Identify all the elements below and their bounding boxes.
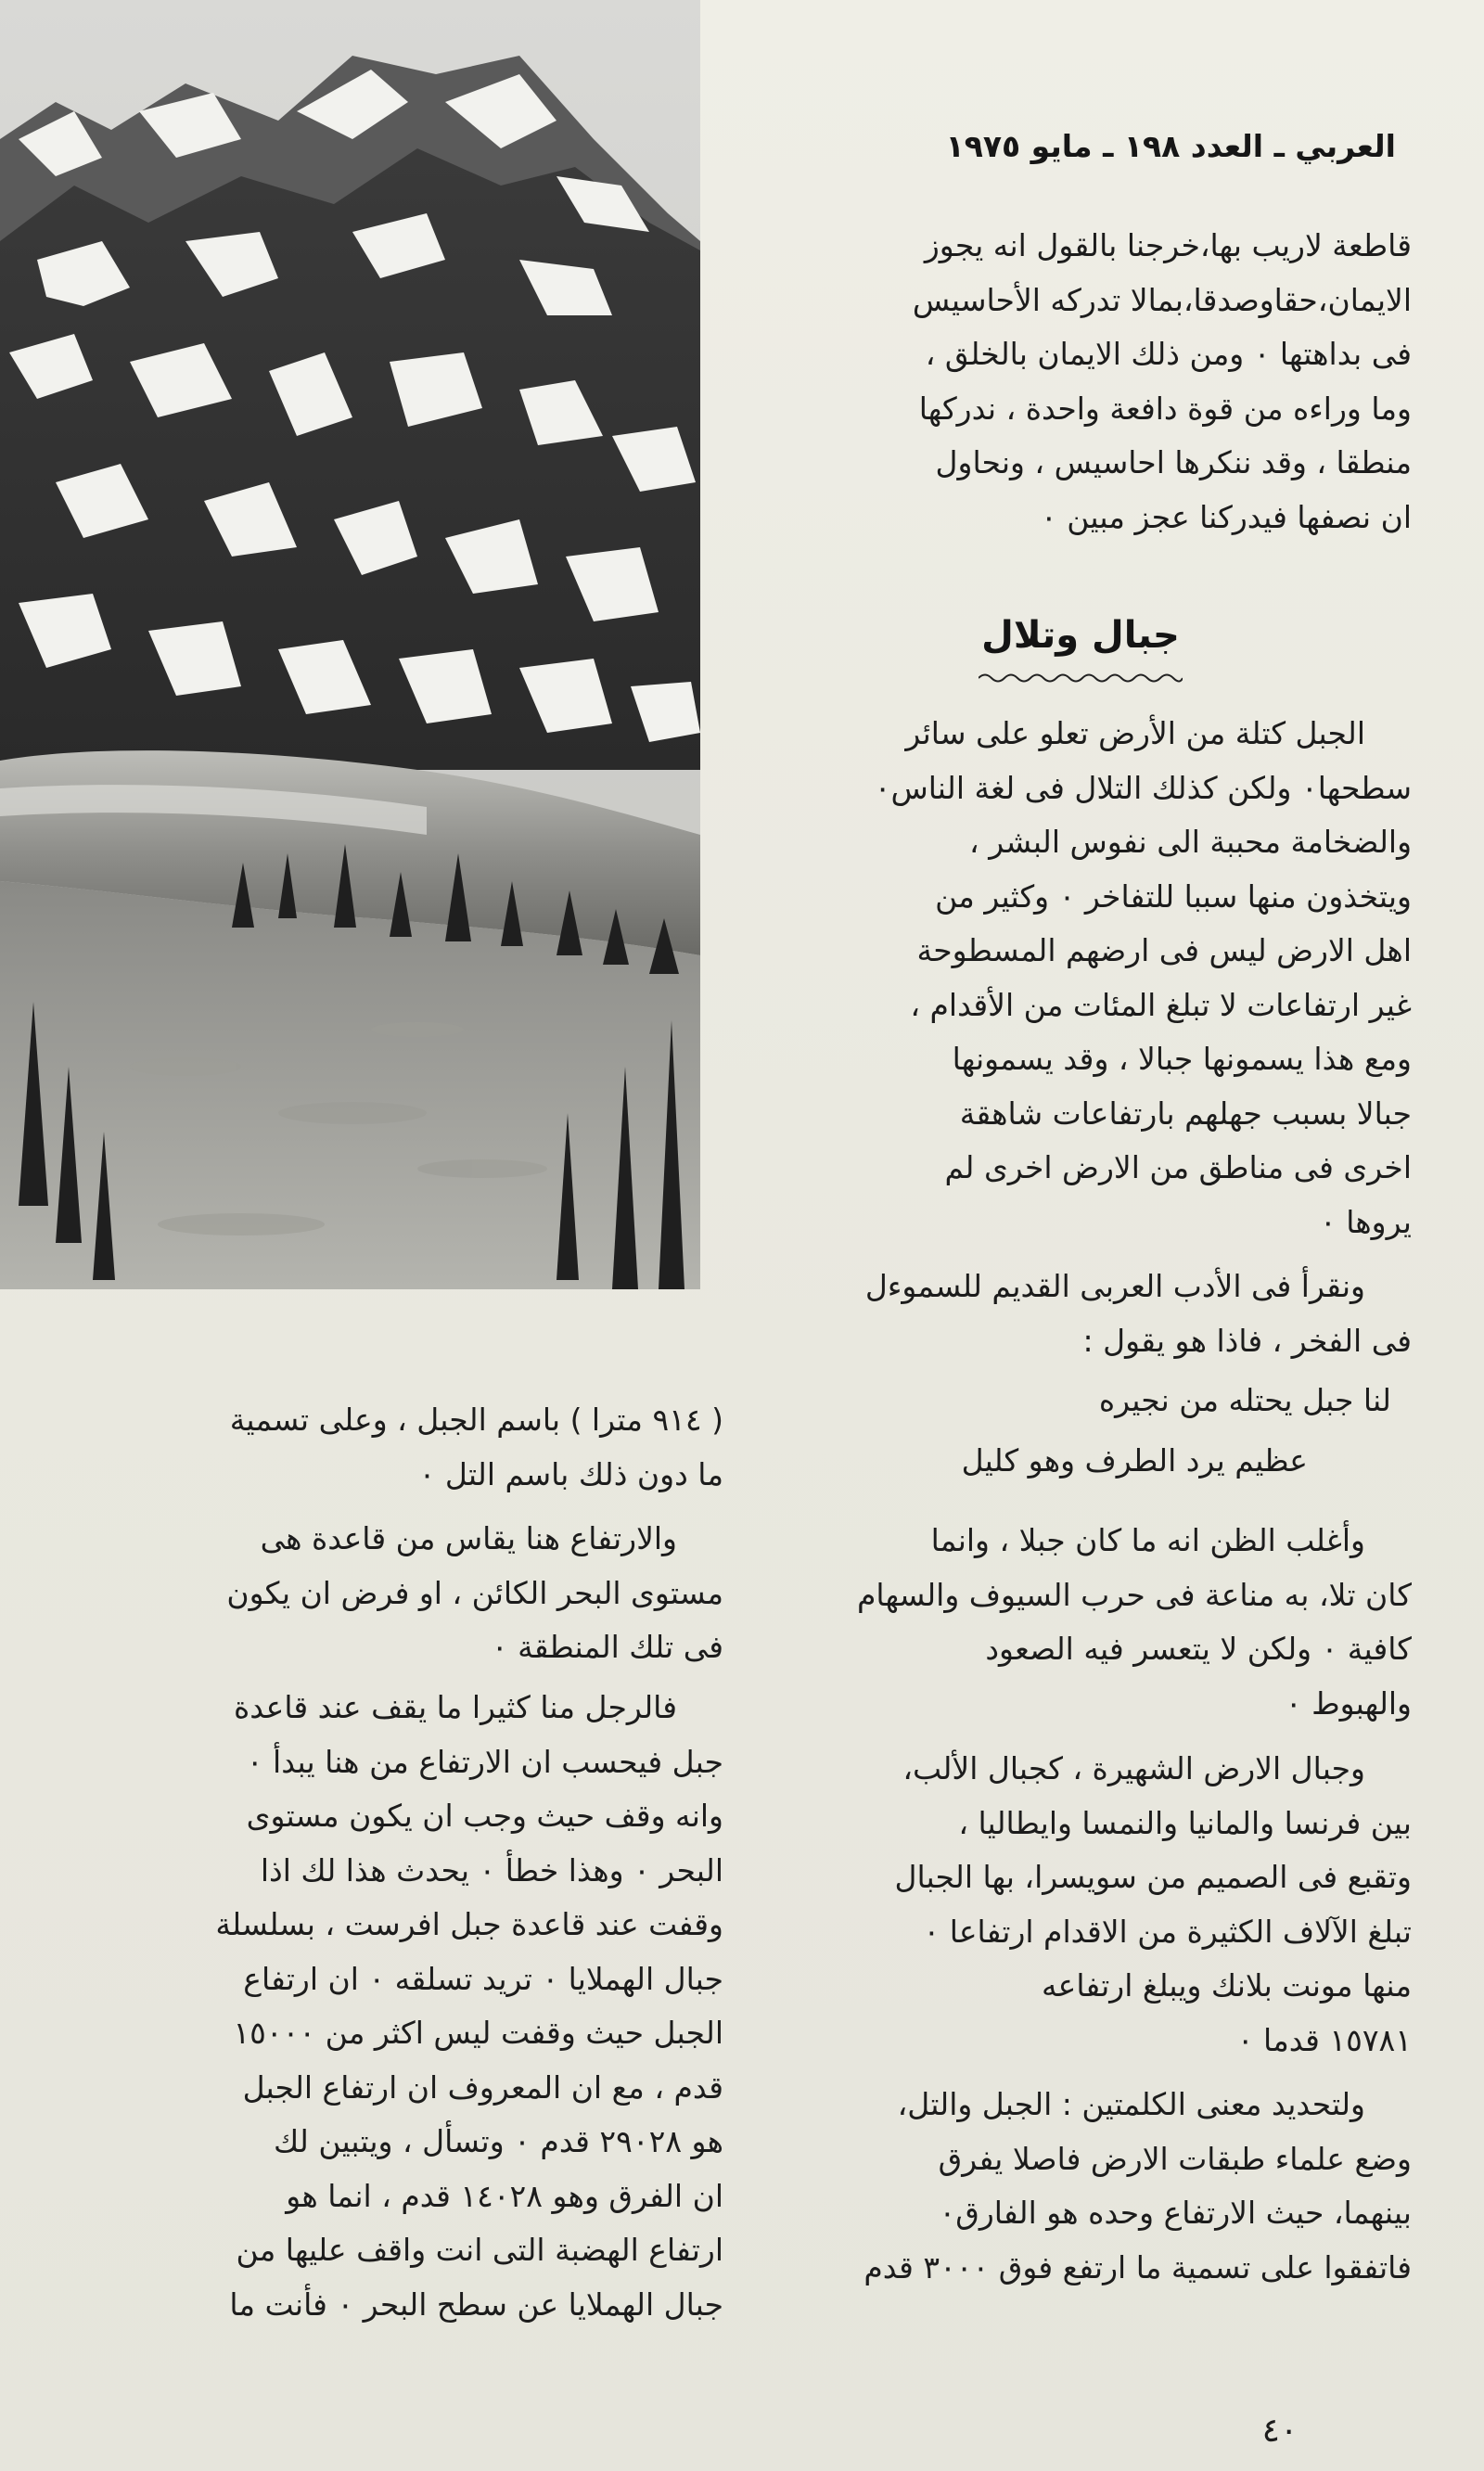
text-line: وما وراءه من قوة دافعة واحدة ، ندركها — [918, 390, 1412, 427]
text-line: ومع هذا يسمونها جبالا ، وقد يسمونها — [952, 1041, 1412, 1077]
verse-line-2: عظيم يرد الطرف وهو كليل — [961, 1442, 1308, 1479]
text-line: تبلغ الآلاف الكثيرة من الاقدام ارتفاعا ٠ — [923, 1913, 1412, 1950]
page-number: ٤٠ — [1261, 2412, 1298, 2450]
section-heading: جبال وتلال — [981, 614, 1180, 657]
text-line: فى بداهتها ٠ ومن ذلك الايمان بالخلق ، — [925, 336, 1412, 372]
text-line: والضخامة محببة الى نفوس البشر ، — [969, 824, 1412, 860]
text-line: سطحها٠ ولكن كذلك التلال فى لغة الناس٠ — [874, 769, 1412, 806]
alps-paragraph — [762, 1742, 1412, 2068]
text-line: والهبوط ٠ — [1285, 1684, 1412, 1722]
text-line: ان نصفها فيدركنا عجز مبين ٠ — [1041, 498, 1412, 535]
text-line: وجبال الارض الشهيرة ، كجبال الألب، — [902, 1750, 1365, 1786]
text-line: فاتفقوا على تسمية ما ارتفع فوق ٣٠٠٠ قدم — [864, 2248, 1412, 2285]
text-line: وتقبع فى الصميم من سويسرا، بها الجبال — [894, 1859, 1412, 1895]
text-line: منها مونت بلانك ويبلغ ارتفاعه — [1041, 1967, 1412, 2004]
text-line: مستوى البحر الكائن ، او فرض ان يكون — [226, 1574, 723, 1611]
mountain-lake-illustration — [0, 0, 700, 1289]
text-line: هو ٢٩٠٢٨ قدم ٠ وتسأل ، ويتبين لك — [273, 2123, 723, 2159]
text-line: ولتحديد معنى الكلمتين : الجبل والتل، — [897, 2086, 1365, 2122]
left-paragraph-3 — [37, 1681, 723, 2332]
text-line: ونقرأ فى الأدب العربى القديم للسموءل — [864, 1268, 1365, 1304]
text-line: قاطعة لاريب بها،خرجنا بالقول انه يجوز — [924, 227, 1412, 263]
text-line: غير ارتفاعات لا تبلغ المئات من الأقدام ، — [910, 986, 1412, 1023]
text-line: جبال الهملايا عن سطح البحر ٠ فأنت ما — [229, 2285, 723, 2323]
definition-paragraph — [762, 2078, 1412, 2295]
text-line: والارتفاع هنا يقاس من قاعدة هى — [260, 1520, 677, 1556]
left-paragraph-1 — [37, 1393, 723, 1502]
text-line: وانه وقف حيث وجب ان يكون مستوى — [246, 1798, 723, 1834]
text-line: الجبل كتلة من الأرض تعلو على سائر — [905, 715, 1365, 751]
text-line: منطقا ، وقد ننكرها احاسيس ، ونحاول — [935, 444, 1412, 480]
verse-line-1: لنا جبل يحتله من نجيره — [1098, 1382, 1391, 1418]
text-line: ويتخذون منها سببا للتفاخر ٠ وكثير من — [935, 877, 1412, 915]
text-line: الايمان،حقاوصدقا،بمالا تدركه الأحاسيس — [912, 281, 1412, 318]
issue-header: العربي ـ العدد ١٩٨ ـ مايو ١٩٧٥ — [945, 128, 1396, 164]
text-line: الجبل حيث وقفت ليس اكثر من ١٥٠٠٠ — [233, 2015, 723, 2051]
text-line: قدم ، مع ان المعروف ان ارتفاع الجبل — [242, 2068, 723, 2106]
text-line: ما دون ذلك باسم التل ٠ — [418, 1455, 723, 1492]
text-line: كان تلا، به مناعة فى حرب السيوف والسهام — [856, 1576, 1412, 1613]
mountains-paragraph — [762, 707, 1412, 1249]
text-line: ان الفرق وهو ١٤٠٢٨ قدم ، انما هو — [286, 2177, 723, 2214]
text-line: وضع علماء طبقات الارض فاصلا يفرق — [938, 2140, 1412, 2177]
text-line: فالرجل منا كثيرا ما يقف عند قاعدة — [234, 1689, 677, 1725]
wavy-underline — [979, 670, 1183, 686]
text-line: جبال الهملايا ٠ تريد تسلقه ٠ ان ارتفاع — [243, 1960, 723, 1997]
text-line: فى تلك المنطقة ٠ — [491, 1629, 723, 1665]
text-line: وقفت عند قاعدة جبل افرست ، بسلسلة — [215, 1906, 723, 1942]
intro-paragraph — [762, 219, 1412, 544]
mountain-lake-photo — [0, 0, 700, 1289]
text-line: بين فرنسا والمانيا والنمسا وايطاليا ، — [958, 1804, 1412, 1841]
text-line: اهل الارض ليس فى ارضهم المسطوحة — [916, 932, 1412, 968]
text-line: ١٥٧٨١ قدما ٠ — [1236, 2021, 1412, 2058]
left-paragraph-2 — [37, 1512, 723, 1675]
text-line: ارتفاع الهضبة التى انت واقف عليها من — [236, 2232, 723, 2268]
text-line: يروها ٠ — [1319, 1203, 1412, 1240]
text-line: البحر ٠ وهذا خطأ ٠ يحدث هذا لك اذا — [260, 1851, 723, 1888]
poetry-intro-paragraph — [762, 1260, 1412, 1368]
text-line: وأغلب الظن انه ما كان جبلا ، وانما — [930, 1522, 1365, 1558]
text-line: ( ٩١٤ مترا ) باسم الجبل ، وعلى تسمية — [229, 1402, 723, 1438]
hill-paragraph — [762, 1514, 1412, 1731]
text-line: جبل فيحسب ان الارتفاع من هنا يبدأ ٠ — [246, 1743, 723, 1780]
text-line: كافية ٠ ولكن لا يتعسر فيه الصعود — [985, 1631, 1412, 1667]
text-line: بينهما، حيث الارتفاع وحده هو الفارق٠ — [939, 2195, 1412, 2231]
text-line: فى الفخر ، فاذا هو يقول : — [1082, 1322, 1412, 1359]
text-line: جبالا بسبب جهلهم بارتفاعات شاهقة — [959, 1095, 1412, 1132]
text-line: اخرى فى مناطق من الارض اخرى لم — [944, 1149, 1412, 1185]
